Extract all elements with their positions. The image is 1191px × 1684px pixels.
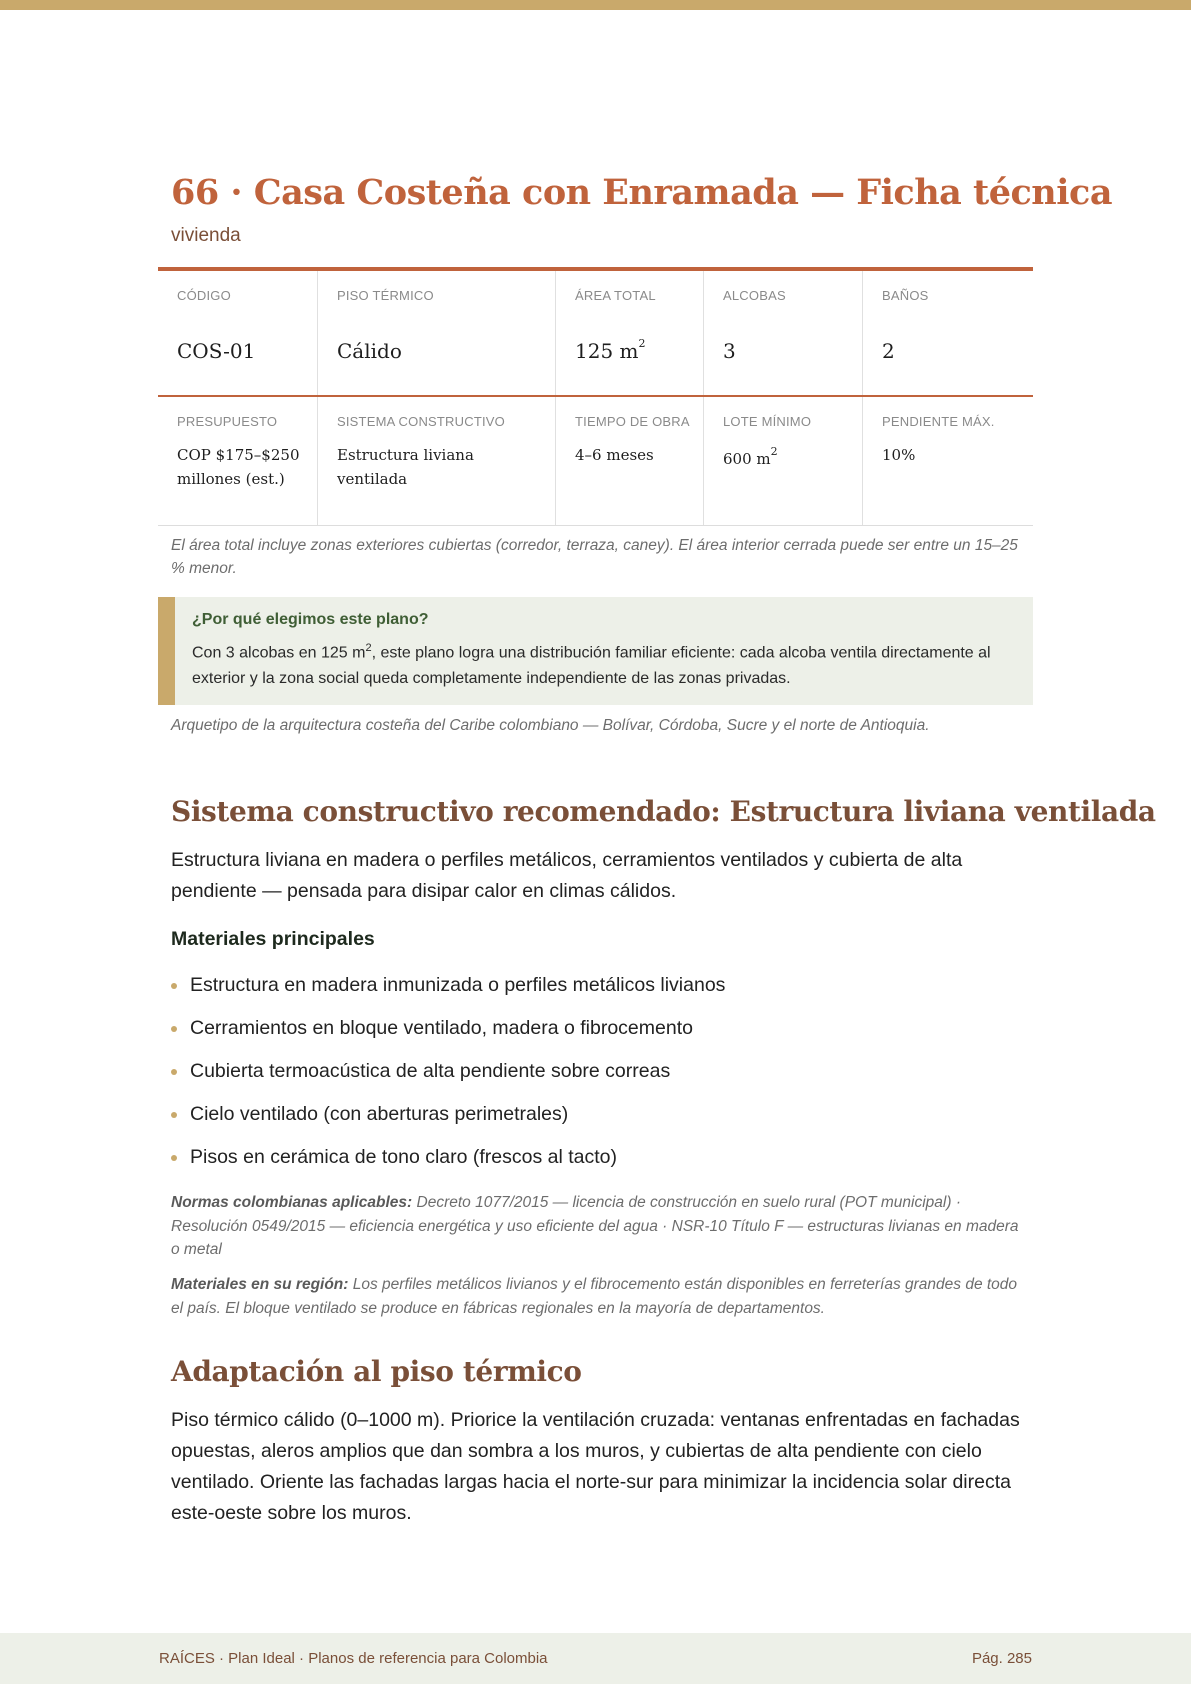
bullet-icon: [171, 1026, 177, 1032]
area-note: El área total incluye zonas exteriores cubiertas (corredor, terraza, caney). El área interior cerrada puede ser entre un 15–25 % menor.: [171, 537, 1018, 577]
spec-cell-presupuesto: [158, 397, 317, 525]
bullet-icon: [171, 1069, 177, 1075]
callout-title: ¿Por qué elegimos este plano?: [192, 611, 429, 628]
spec-cell-codigo: [158, 271, 317, 395]
spec-value: [723, 443, 854, 471]
superscript: 2: [770, 445, 778, 458]
spec-value: COP $175–$250 millones (est.): [177, 446, 300, 488]
list-item: [171, 1142, 725, 1185]
spec-table: [158, 267, 1033, 523]
list-item: [171, 970, 725, 1013]
list-item-text: Estructura en madera inmunizada o perfiles metálicos livianos: [190, 974, 726, 996]
materials-heading: Materiales principales: [171, 928, 375, 950]
region-text: Los perfiles metálicos livianos y el fibrocemento están disponibles en ferreterías grandes de todo el país. El bloque ventilado se produce en fábricas regionales en la mayoría de departamentos.: [171, 1276, 1018, 1317]
callout-text-end: , este plano logra una distribución familiar eficiente: cada alcoba ventila directamente al exterior y la zona social queda completamente independiente de las zonas privadas.: [192, 644, 991, 688]
spec-value: 10%: [882, 446, 916, 464]
spec-cell-piso-termico: [317, 271, 555, 395]
section-heading-sistema: Sistema constructivo recomendado: Estructura liviana ventilada: [171, 795, 1156, 828]
list-item-text: Pisos en cerámica de tono claro (frescos al tacto): [190, 1146, 618, 1168]
page-title: 66 · Casa Costeña con Enramada — Ficha técnica: [171, 172, 1113, 213]
page-number: Pág. 285: [971, 1650, 1032, 1667]
spec-label: ÁREA TOTAL: [575, 288, 656, 303]
list-item-text: Cielo ventilado (con aberturas perimetrales): [190, 1103, 569, 1125]
spec-value: 3: [723, 339, 736, 363]
list-item-text: Cubierta termoacústica de alta pendiente sobre correas: [190, 1060, 671, 1082]
spec-value: Cálido: [337, 339, 402, 363]
spec-label: PENDIENTE MÁX.: [882, 414, 995, 429]
region-note: [171, 1273, 1021, 1320]
spec-row: [158, 397, 1033, 526]
spec-cell-pendiente-max: [862, 397, 1033, 525]
list-item-text: Cerramientos en bloque ventilado, madera o fibrocemento: [190, 1017, 693, 1039]
materials-list: [171, 970, 725, 1185]
normas-text: Decreto 1077/2015 — licencia de construcción en suelo rural (POT municipal) · Resolución 0549/2015 — eficiencia energética y uso eficiente del agua · NSR-10 Título F — estructuras livianas en madera o metal: [171, 1194, 1019, 1258]
spec-cell-alcobas: [703, 271, 862, 395]
spec-label: LOTE MÍNIMO: [723, 414, 812, 429]
list-item: [171, 1099, 725, 1142]
spec-cell-area-total: [555, 271, 703, 395]
bullet-icon: [171, 1112, 177, 1118]
footer-publication: RAÍCES · Plan Ideal · Planos de referencia para Colombia: [159, 1650, 548, 1667]
list-item: [171, 1013, 725, 1056]
top-accent-band: [0, 0, 1191, 10]
spec-cell-lote-minimo: [703, 397, 862, 525]
callout-text: [192, 635, 1022, 692]
region-label: Materiales en su región:: [171, 1276, 349, 1293]
superscript: 2: [365, 642, 372, 654]
spec-value: COS-01: [177, 339, 256, 363]
why-callout: [158, 597, 1033, 705]
bullet-icon: [171, 983, 177, 989]
spec-value: Estructura liviana ventilada: [337, 446, 474, 488]
spec-label: BAÑOS: [882, 288, 929, 303]
spec-row: [158, 271, 1033, 397]
spec-value: [575, 339, 695, 363]
spec-label: ALCOBAS: [723, 288, 786, 303]
section-heading-adaptacion: Adaptación al piso térmico: [171, 1355, 582, 1388]
spec-value-text: 600 m: [723, 450, 771, 468]
normas-note: [171, 1191, 1021, 1262]
spec-value-text: 125 m: [575, 339, 639, 363]
list-item: [171, 1056, 725, 1099]
bullet-icon: [171, 1155, 177, 1161]
superscript: 2: [638, 337, 646, 351]
spec-value: 2: [882, 339, 895, 363]
spec-cell-sistema-constructivo: [317, 397, 555, 525]
spec-label: PISO TÉRMICO: [337, 288, 434, 303]
page-subtitle: vivienda: [171, 225, 241, 246]
spec-value: 4–6 meses: [575, 446, 654, 464]
spec-label: SISTEMA CONSTRUCTIVO: [337, 414, 505, 429]
spec-cell-tiempo-obra: [555, 397, 703, 525]
archetype-note: Arquetipo de la arquitectura costeña del Caribe colombiano — Bolívar, Córdoba, Sucre y el norte de Antioquia.: [171, 717, 930, 734]
callout-text-start: Con 3 alcobas en 125 m: [192, 644, 366, 662]
spec-cell-banos: [862, 271, 1033, 395]
adaptacion-description: Piso térmico cálido (0–1000 m). Priorice la ventilación cruzada: ventanas enfrentadas en fachadas opuestas, aleros amplios que dan sombra a los muros, y cubiertas de alta pendiente con cielo ventilado. Oriente las fachadas largas hacia el norte-sur para minimizar la incidencia solar directa este-oeste sobre los muros.: [171, 1409, 1020, 1524]
spec-label: PRESUPUESTO: [177, 414, 278, 429]
sistema-description: Estructura liviana en madera o perfiles metálicos, cerramientos ventilados y cubierta de alta pendiente — pensada para disipar calor en climas cálidos.: [171, 849, 963, 902]
spec-label: CÓDIGO: [177, 288, 231, 303]
spec-label: TIEMPO DE OBRA: [575, 414, 690, 429]
normas-label: Normas colombianas aplicables:: [171, 1194, 413, 1211]
page-footer: [0, 1633, 1191, 1684]
